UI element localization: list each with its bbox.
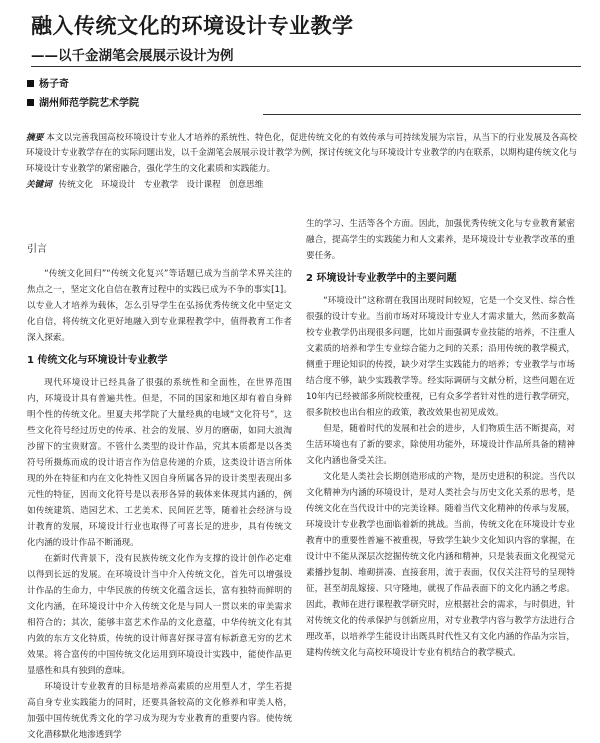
author-affiliation: 湖州师范学院艺术学院 (39, 98, 139, 109)
keyword-item: 专业教学 (143, 180, 179, 190)
header-bottom-rule (263, 114, 581, 115)
paper-subtitle: ——以千金湖笔会展展示设计为例 (31, 48, 234, 64)
intro-heading: 引言 (27, 244, 47, 255)
title-rule (31, 66, 581, 67)
keyword-item: 设计课程 (186, 180, 221, 190)
section-2-paragraph: 文化是人类社会长期创造形成的产物，是历史进积的积淀。当代以文化精神为内涵的环境设计，是对人类社会与历史文化关系的思考，是传统文化在当代设计中的完美诠释。随着当代文化精神的传承与发展，环境设计专业教学也面临着新的挑战。当前，传统文化在环境设计专业教育中的重要性普遍不被重视，导致学生缺少文化知识内容的掌握，在设计中不能从深层次挖掘传统文化内涵和精神，只是装表面文化视觉元素播抄复制、堆砌拼凑、直接套用，流于表面，仅仅关注符号的呈现特征，甚至胡乱嫁接、只守隆地，就视了作品表面下的文化内涵之考虑。因此，教师在进行课程教学研究时，应根据社会的需求，与时俱进，针对传统文化的传承保护与创新应用，对专业教学内容与教学方法进行合理改革，以培养学生能设计出既具时代性又有文化内涵的作品为宗旨，建构传统文化与高校环境设计专业有机结合的教学模式。 (306, 472, 575, 658)
affiliation-bullet-icon (27, 99, 34, 106)
section-1-paragraph: 现代环境设计已经具备了很强的系统性和全面性，在世界范围内，环境设计具有普遍共性。但是，不同的国家和地区却有着自身鲜明个性的传统文化。里夏夫邦学院了大量经典的电域“文化符号”，这些文化符号经过历史的传承、社会的发展、岁月的磨砺，如同大浪淘沙留下的宝贵财富。不管什么类型的设计作品，究其本质都是以各类符号所摄炼而成的设计语言作为信息传递的介质，这类设计语言所体现的外在特征和内在文化特性又因自身所属各异的设计类型表现出多元性的特征，因而文化符号是以表形各异的载体来体现其内涵的，例如传统建筑、造园艺术、工艺美术、民间匠艺等，随着社会经济与设计教育的发展，环境设计行业也取得了可喜长足的进步，具有传统文化内涵的设计作品不断涌现。 (27, 378, 292, 548)
author-line (27, 75, 69, 90)
affiliation-line (27, 94, 139, 109)
keyword-item: 环境设计 (101, 180, 136, 190)
section-1-paragraph: 在新时代背景下，没有民族传统文化作为支撑的设计创作必定难以得到长远的发展。在环境设计当中介入传统文化，首先可以增强设计作品的生命力，中华民族的传统文化蕴含远长，富有独特而鲜明的文化内涵，在环境设计中介入传统文化是与同人一贯以来的审美需求相符合的；其次，能够丰富艺术作品的文化意蕴，中华传统文化有其内敛的东方文化特质，传统的设计师喜好探寻富有标新意无穷的艺术效果。将合富传的中国传统文化运用到环境设计实践中，能使作品更显感性和具有独到的意味。 (27, 554, 292, 676)
abstract (26, 131, 577, 177)
keywords-label: 关键词 (26, 180, 52, 190)
left-column (27, 242, 292, 743)
keyword-item: 传统文化 (58, 180, 93, 190)
section-1-paragraph: 环境设计专业教育的目标是培养高素质的应用型人才，学生若提高自身专业实践能力的同时，还要具备较高的文化修养和审美人格，加强中国传统优秀文化的学习成为现为专业教育的重要内容。使传统文化潜移默化地渗透到学 (27, 682, 292, 740)
right-column (306, 216, 575, 661)
keywords (26, 178, 577, 190)
abstract-text: 本文以完善我国高校环境设计专业人才培养的系统性、特色化，促进传统文化的有效传承与可持续发展为宗旨，从当下的行业发展及各高校环境设计专业教学存在的实际问题出发，以千金湖笔会展展示设计教学为例，探讨传统文化与环境设计专业教学的内在联系，以期构建传统文化与环境设计专业教学的紧密融合，强化学生的文化素质和实践能力。 (26, 133, 577, 174)
intro-paragraph: “传统文化回归”“传统文化复兴”等话题已成为当前学术界关注的焦点之一，坚定文化自信在教育过程中的实践已成为不争的事实[1]。以专业人才培养为载体，怎么引导学生在弘扬优秀传统文化中坚定文化自信，将传统文化更好地融入到专业课程教学中，值得教育工作者深入探索。 (27, 269, 292, 343)
section-2-heading: 2 环境设计专业教学中的主要问题 (306, 273, 457, 284)
keyword-item: 创意思维 (228, 180, 264, 190)
abstract-label: 摘要 (26, 133, 44, 143)
author-bullet-icon (27, 80, 34, 87)
author-name: 杨子奇 (39, 79, 69, 90)
section-2-paragraph: 但是，随着时代的发展和社会的进步，人们物质生活不断提高，对生活环境也有了新的要求，除使用功能外，环境设计作品所具备的精神文化内涵也备受关注。 (306, 424, 575, 466)
section-1-heading: 1 传统文化与环境设计专业教学 (27, 355, 168, 366)
continued-paragraph: 生的学习、生活等各个方面。因此，加强优秀传统文化与专业教育紧密融合，提高学生的实践能力和人文素养，是环境设计专业教学改革的重要任务。 (306, 219, 575, 261)
section-2-paragraph: “环境设计”这称谓在我国出现时间较短，它是一个交叉性、综合性很强的设计专业。当前市场对环境设计专业人才需求量大，然而多数高校专业教学仍出现很多问题，比如片面强调专业技能的培养，不注重人文素质的培养和学生专业综合能力之间的关系；沿用传统的教学模式，侧重于理论知识的传授，缺少对学生实践能力的培养；专业教学与市场结合度不够，缺少实践教学等。经实际调研与文献分析，这些问题在近10年内已经被部多所院校重视，已有众多学者针对性的进行教学研究，很多院校也出台相应的政策，教改效果也初见成效。 (306, 296, 575, 418)
paper-title: 融入传统文化的环境设计专业教学 (31, 14, 354, 38)
